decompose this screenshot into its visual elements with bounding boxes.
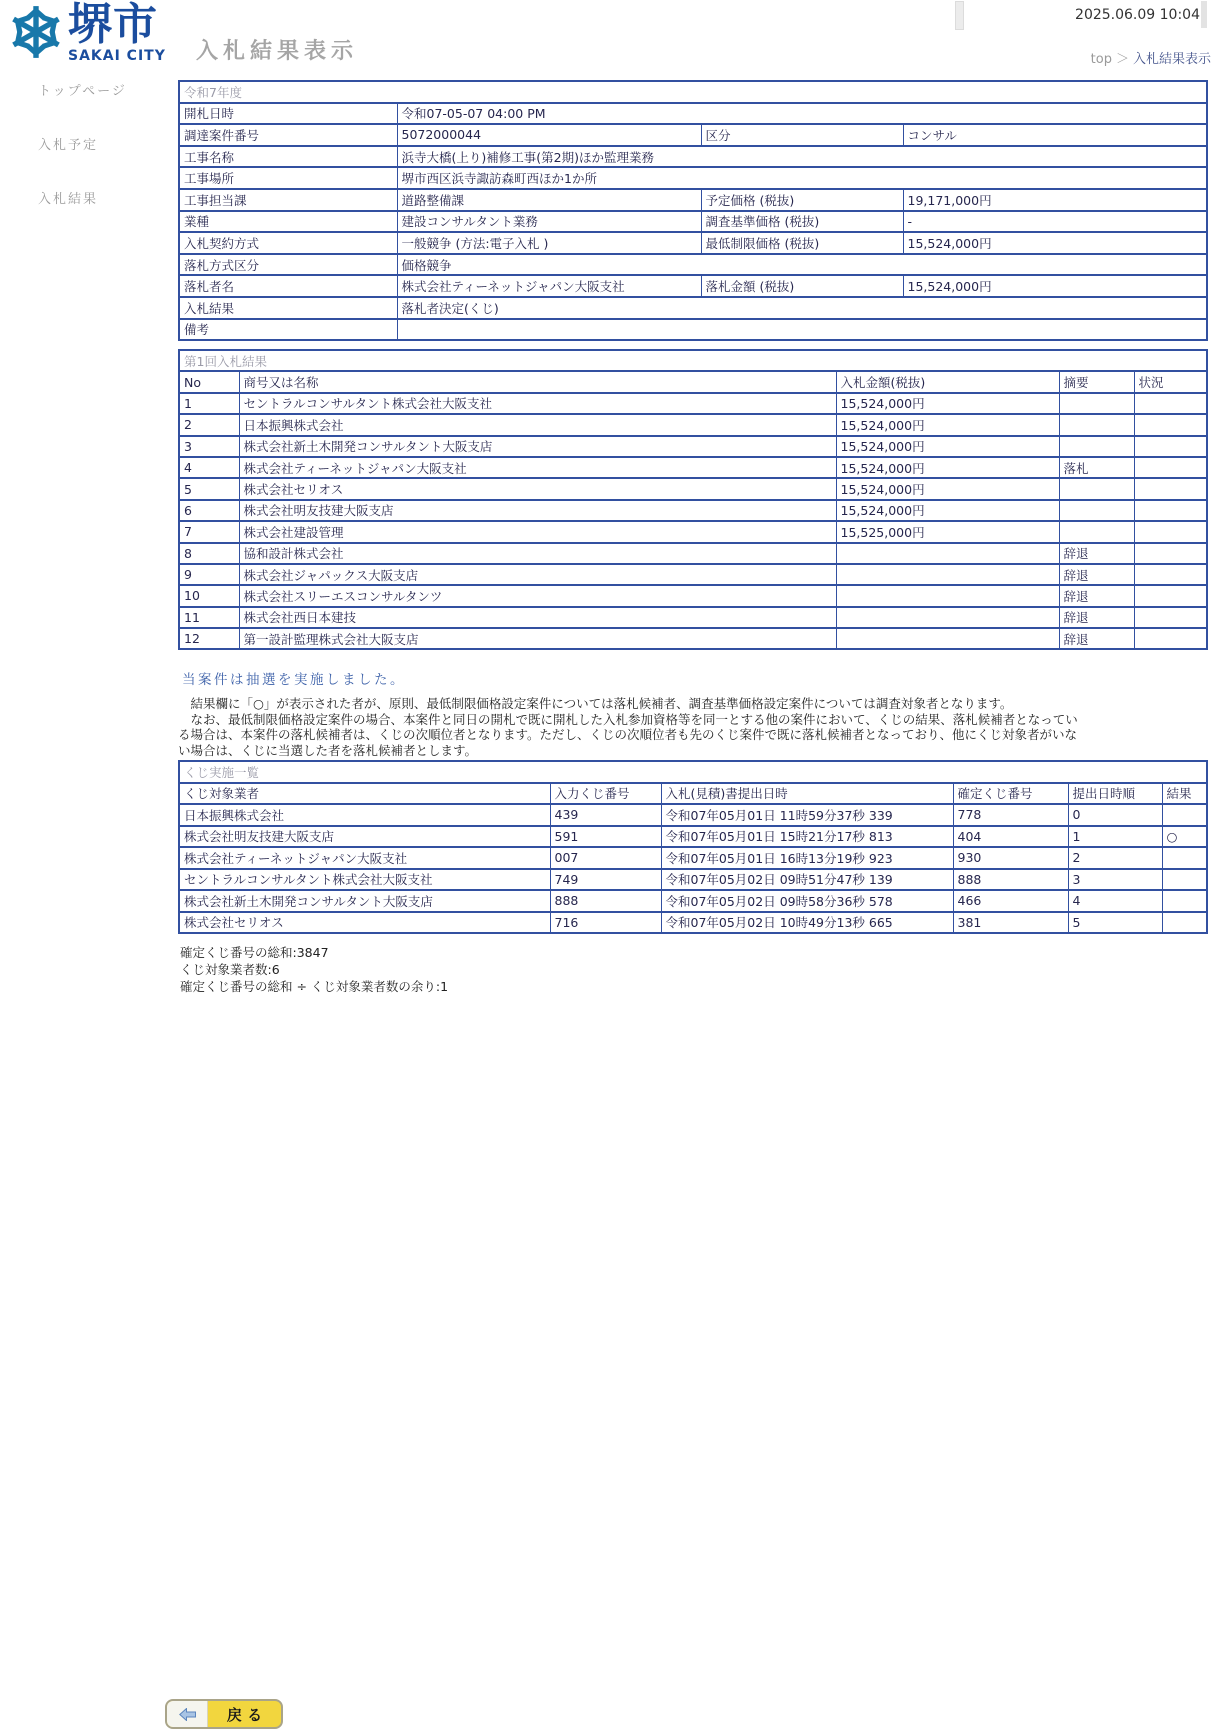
cell-value: 価格競争 (397, 254, 1207, 276)
sakai-city-mark-icon (8, 3, 64, 61)
lot-submit-time: 令和07年05月01日 16時13分19秒 923 (661, 847, 953, 869)
col-header-input-number: 入力くじ番号 (550, 783, 661, 805)
lot-order: 5 (1068, 912, 1162, 934)
lot-submit-time: 令和07年05月02日 10時49分13秒 665 (661, 912, 953, 934)
bid-status (1134, 478, 1207, 499)
bid-note (1059, 393, 1134, 414)
cell-value: 浜寺大橋(上り)補修工事(第2期)ほか監理業務 (397, 146, 1207, 168)
table-row (179, 350, 1207, 371)
bid-company: 株式会社ティーネットジャパン大阪支社 (239, 457, 836, 478)
lot-company: 株式会社ティーネットジャパン大阪支社 (179, 847, 550, 869)
table-row (179, 564, 1207, 585)
cell-label: 業種 (179, 211, 397, 233)
table-row (179, 319, 1207, 341)
lot-input-no: 749 (550, 869, 661, 891)
sakai-city-logo[interactable] (8, 0, 166, 64)
bid-company: 株式会社スリーエスコンサルタンツ (239, 585, 836, 606)
lottery-summary (180, 944, 448, 995)
table-row (179, 211, 1207, 233)
lot-result (1162, 890, 1207, 912)
table-row (179, 436, 1207, 457)
cell-label: 工事場所 (179, 167, 397, 189)
sidebar-item-bid-results[interactable]: 入札結果 (38, 192, 99, 207)
cell-label: 工事名称 (179, 146, 397, 168)
bid-results-title: 第1回入札結果 (179, 350, 1207, 371)
cell-value: 建設コンサルタント業務 (397, 211, 701, 233)
cell-value: 堺市西区浜寺諏訪森町西ほか1か所 (397, 167, 1207, 189)
sidebar-item-top-page[interactable]: トップページ (38, 84, 127, 99)
bid-amount (836, 564, 1059, 585)
lot-input-no: 591 (550, 826, 661, 848)
cell-value: 15,524,000円 (903, 232, 1207, 254)
bid-note: 辞退 (1059, 564, 1134, 585)
lot-result (1162, 847, 1207, 869)
cell-value: - (903, 211, 1207, 233)
bid-status (1134, 414, 1207, 435)
bid-status (1134, 393, 1207, 414)
table-row (179, 890, 1207, 912)
bid-amount: 15,524,000円 (836, 393, 1059, 414)
col-header-order: 提出日時順 (1068, 783, 1162, 805)
cell-value: 19,171,000円 (903, 189, 1207, 211)
bid-note (1059, 478, 1134, 499)
cell-value: 5072000044 (397, 124, 701, 146)
table-header-row (179, 783, 1207, 805)
bid-no: 2 (179, 414, 239, 435)
logo-kanji: 堺市 (68, 0, 158, 50)
bid-status (1134, 500, 1207, 521)
col-header-note: 摘要 (1059, 371, 1134, 392)
bid-no: 10 (179, 585, 239, 606)
cell-value: コンサル (903, 124, 1207, 146)
table-row (179, 457, 1207, 478)
lot-fixed-no: 381 (953, 912, 1068, 934)
col-header-no: No (179, 371, 239, 392)
cell-label: 工事担当課 (179, 189, 397, 211)
lot-input-no: 716 (550, 912, 661, 934)
lot-submit-time: 令和07年05月02日 09時58分36秒 578 (661, 890, 953, 912)
lot-order: 3 (1068, 869, 1162, 891)
col-header-submit-time: 入札(見積)書提出日時 (661, 783, 953, 805)
bid-company: 株式会社西日本建技 (239, 607, 836, 628)
bid-amount (836, 628, 1059, 649)
lot-company: 株式会社セリオス (179, 912, 550, 934)
bid-note: 辞退 (1059, 607, 1134, 628)
summary-count: くじ対象業者数:6 (180, 962, 280, 977)
bid-note: 辞退 (1059, 585, 1134, 606)
lot-company: 株式会社新土木開発コンサルタント大阪支店 (179, 890, 550, 912)
sidebar-item-bid-schedule[interactable]: 入札予定 (38, 138, 99, 153)
bid-status (1134, 521, 1207, 542)
cell-label: 最低制限価格 (税抜) (701, 232, 903, 254)
sidebar (38, 80, 168, 242)
table-row (179, 81, 1207, 103)
cell-label: 落札方式区分 (179, 254, 397, 276)
lot-order: 1 (1068, 826, 1162, 848)
bid-note (1059, 500, 1134, 521)
bid-amount: 15,525,000円 (836, 521, 1059, 542)
bid-no: 6 (179, 500, 239, 521)
back-button[interactable] (165, 1699, 283, 1729)
table-row (179, 847, 1207, 869)
table-row (179, 628, 1207, 649)
bid-amount (836, 607, 1059, 628)
col-header-result: 結果 (1162, 783, 1207, 805)
explanation-line: る場合は、本案件の落札候補者は、くじの次順位者となります。ただし、くじの次順位者も先のくじ案件で既に落札候補者となっており、他にくじ対象者がいな (178, 727, 1078, 742)
bid-no: 12 (179, 628, 239, 649)
table-row (179, 146, 1207, 168)
scrollbar-fragment[interactable] (1201, 1, 1207, 28)
table-row (179, 478, 1207, 499)
lot-company: 株式会社明友技建大阪支店 (179, 826, 550, 848)
cell-value: 15,524,000円 (903, 275, 1207, 297)
breadcrumb-top-link[interactable]: top (1090, 52, 1112, 67)
lot-fixed-no: 778 (953, 804, 1068, 826)
bid-note (1059, 414, 1134, 435)
datetime: 2025.06.09 10:04 (1075, 7, 1200, 23)
lot-input-no: 888 (550, 890, 661, 912)
bid-company: 株式会社ジャパックス大阪支店 (239, 564, 836, 585)
bid-amount (836, 543, 1059, 564)
col-header-status: 状況 (1134, 371, 1207, 392)
lot-order: 4 (1068, 890, 1162, 912)
cell-label: 調達案件番号 (179, 124, 397, 146)
table-row (179, 275, 1207, 297)
lot-fixed-no: 888 (953, 869, 1068, 891)
bid-amount: 15,524,000円 (836, 478, 1059, 499)
breadcrumb (900, 48, 1211, 67)
table-row (179, 607, 1207, 628)
lot-fixed-no: 466 (953, 890, 1068, 912)
page-title: 入札結果表示 (196, 39, 359, 64)
bid-no: 5 (179, 478, 239, 499)
lot-company: セントラルコンサルタント株式会社大阪支社 (179, 869, 550, 891)
lottery-note: 当案件は抽選を実施しました。 (182, 672, 406, 688)
table-row (179, 826, 1207, 848)
breadcrumb-separator: ＞ (1115, 52, 1129, 67)
col-header-fixed-number: 確定くじ番号 (953, 783, 1068, 805)
bid-no: 1 (179, 393, 239, 414)
bid-no: 11 (179, 607, 239, 628)
bid-status (1134, 628, 1207, 649)
lottery-table (178, 760, 1208, 934)
table-row (179, 761, 1207, 783)
bid-note (1059, 436, 1134, 457)
explanation-line: 結果欄に「○」が表示された者が、原則、最低制限価格設定案件については落札候補者、調査基準価格設定案件については調査対象者となります。 (178, 696, 1013, 711)
lot-order: 0 (1068, 804, 1162, 826)
col-header-amount: 入札金額(税抜) (836, 371, 1059, 392)
bid-amount: 15,524,000円 (836, 414, 1059, 435)
bid-amount: 15,524,000円 (836, 436, 1059, 457)
bid-status (1134, 436, 1207, 457)
table-row (179, 414, 1207, 435)
bid-note: 辞退 (1059, 543, 1134, 564)
table-header-row (179, 371, 1207, 392)
bid-amount: 15,524,000円 (836, 500, 1059, 521)
lot-result (1162, 804, 1207, 826)
cell-label: 開札日時 (179, 103, 397, 125)
bid-note (1059, 521, 1134, 542)
cell-label: 落札金額 (税抜) (701, 275, 903, 297)
bid-status (1134, 585, 1207, 606)
summary-total: 確定くじ番号の総和:3847 (180, 945, 329, 960)
cell-label: 備考 (179, 319, 397, 341)
lot-submit-time: 令和07年05月01日 15時21分17秒 813 (661, 826, 953, 848)
lot-input-no: 007 (550, 847, 661, 869)
bid-no: 4 (179, 457, 239, 478)
lot-submit-time: 令和07年05月01日 11時59分37秒 339 (661, 804, 953, 826)
cell-value: 道路整備課 (397, 189, 701, 211)
bid-status (1134, 543, 1207, 564)
table-row (179, 500, 1207, 521)
cell-label: 入札契約方式 (179, 232, 397, 254)
scrollbar-fragment[interactable] (955, 1, 964, 30)
bid-note: 辞退 (1059, 628, 1134, 649)
cell-value (397, 319, 1207, 341)
cell-value: 落札者決定(くじ) (397, 297, 1207, 319)
summary-remainder: 確定くじ番号の総和 ÷ くじ対象業者数の余り:1 (180, 979, 449, 994)
logo-text (68, 0, 166, 64)
fiscal-year-label: 令和7年度 (179, 81, 1207, 103)
lot-submit-time: 令和07年05月02日 09時51分47秒 139 (661, 869, 953, 891)
lot-result (1162, 912, 1207, 934)
bid-amount (836, 585, 1059, 606)
back-button-label: 戻 る (226, 1705, 263, 1724)
bid-company: 株式会社明友技建大阪支店 (239, 500, 836, 521)
col-header-company: 商号又は名称 (239, 371, 836, 392)
bid-no: 7 (179, 521, 239, 542)
bid-company: 株式会社セリオス (239, 478, 836, 499)
table-row (179, 521, 1207, 542)
bid-no: 8 (179, 543, 239, 564)
case-info-table (178, 80, 1208, 341)
bid-results-table (178, 349, 1208, 650)
lottery-title: くじ実施一覧 (179, 761, 1207, 783)
bid-company: 日本振興株式会社 (239, 414, 836, 435)
cell-label: 調査基準価格 (税抜) (701, 211, 903, 233)
table-row (179, 189, 1207, 211)
cell-value: 令和07-05-07 04:00 PM (397, 103, 1207, 125)
back-arrow-icon (167, 1701, 208, 1727)
table-row (179, 585, 1207, 606)
table-row (179, 912, 1207, 934)
cell-label: 入札結果 (179, 297, 397, 319)
bid-company: 株式会社建設管理 (239, 521, 836, 542)
bid-no: 9 (179, 564, 239, 585)
bid-company: セントラルコンサルタント株式会社大阪支社 (239, 393, 836, 414)
logo-subtitle: SAKAI CITY (68, 48, 166, 64)
lot-order: 2 (1068, 847, 1162, 869)
cell-label: 予定価格 (税抜) (701, 189, 903, 211)
table-row (179, 869, 1207, 891)
lot-fixed-no: 930 (953, 847, 1068, 869)
bid-no: 3 (179, 436, 239, 457)
lot-company: 日本振興株式会社 (179, 804, 550, 826)
bid-amount: 15,524,000円 (836, 457, 1059, 478)
table-row (179, 543, 1207, 564)
table-row (179, 297, 1207, 319)
table-row (179, 804, 1207, 826)
cell-label: 落札者名 (179, 275, 397, 297)
bid-status (1134, 457, 1207, 478)
bid-note: 落札 (1059, 457, 1134, 478)
bid-company: 株式会社新土木開発コンサルタント大阪支店 (239, 436, 836, 457)
col-header-lottery-company: くじ対象業者 (179, 783, 550, 805)
cell-value: 一般競争 (方法:電子入札 ) (397, 232, 701, 254)
result-explanation (178, 696, 1223, 758)
table-row (179, 124, 1207, 146)
table-row (179, 254, 1207, 276)
bid-status (1134, 564, 1207, 585)
table-row (179, 393, 1207, 414)
cell-label: 区分 (701, 124, 903, 146)
breadcrumb-current: 入札結果表示 (1132, 52, 1211, 67)
table-row (179, 167, 1207, 189)
bid-company: 協和設計株式会社 (239, 543, 836, 564)
explanation-line: い場合は、くじに当選した者を落札候補者とします。 (178, 742, 478, 758)
cell-value: 株式会社ティーネットジャパン大阪支社 (397, 275, 701, 297)
lot-input-no: 439 (550, 804, 661, 826)
explanation-line: なお、最低制限価格設定案件の場合、本案件と同日の開札で既に開札した入札参加資格等を同一とする他の案件において、くじの結果、落札候補者となってい (178, 711, 1078, 727)
bid-company: 第一設計監理株式会社大阪支店 (239, 628, 836, 649)
table-row (179, 103, 1207, 125)
lot-result (1162, 869, 1207, 891)
lot-fixed-no: 404 (953, 826, 1068, 848)
lot-result: ○ (1162, 826, 1207, 848)
table-row (179, 232, 1207, 254)
bid-status (1134, 607, 1207, 628)
